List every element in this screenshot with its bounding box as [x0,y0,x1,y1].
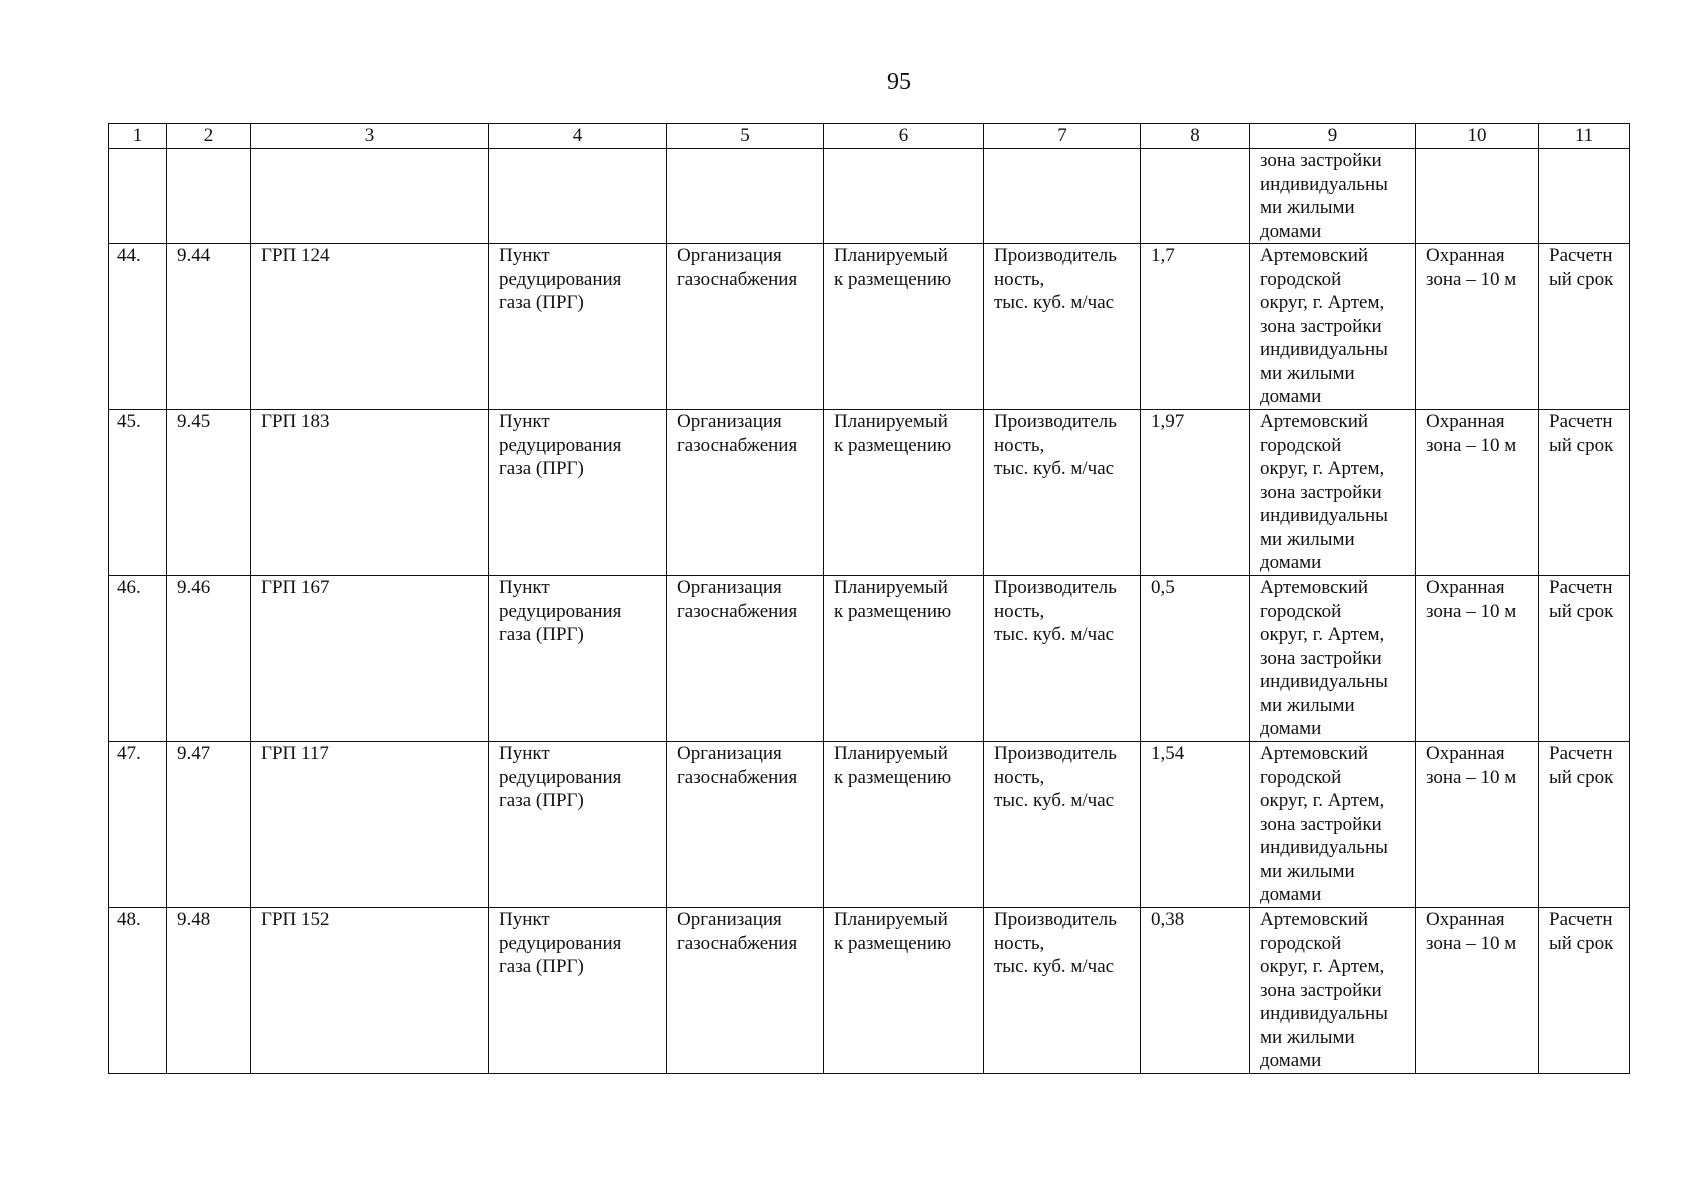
param-line: ность, [994,932,1045,954]
cell-location [1250,410,1416,576]
cell-status [824,908,984,1074]
location-line: домами [1260,386,1322,407]
cell-org [667,149,824,244]
cell-location [1250,742,1416,908]
location-line: округ, г. Артем, [1260,956,1385,977]
term-line: Расчетн [1549,577,1613,598]
org-line: газоснабжения [677,434,798,456]
cell-param [984,244,1141,410]
cell-status [824,576,984,742]
location-line: городской [1260,932,1342,954]
cell-status [824,244,984,410]
cell-type [489,149,667,244]
location-line: зона застройки [1260,979,1382,1001]
term-line: ый срок [1549,268,1614,290]
cell-org [667,410,824,576]
cell-term [1539,576,1630,742]
term-line: Расчетн [1549,411,1613,432]
type-line: редуцирования [499,268,622,290]
column-header-7: 7 [984,124,1141,149]
org-line: Организация [677,245,782,266]
table-row [109,742,1630,908]
status-line: к размещению [834,268,952,290]
org-line: газоснабжения [677,766,798,788]
cell-value: 1,97 [1141,410,1250,576]
term-line: ый срок [1549,766,1614,788]
param-line: ность, [994,268,1045,290]
cell-term [1539,908,1630,1074]
location-line: индивидуальны [1260,671,1388,692]
location-line: округ, г. Артем, [1260,292,1385,313]
location-line: округ, г. Артем, [1260,624,1385,645]
param-line: Производитель [994,411,1117,432]
cell-num: 44. [109,244,167,410]
param-line: тыс. куб. м/час [994,458,1115,479]
org-line: Организация [677,743,782,764]
location-line: домами [1260,1050,1322,1071]
cell-location [1250,908,1416,1074]
column-header-4: 4 [489,124,667,149]
cell-param [984,742,1141,908]
cell-type [489,244,667,410]
column-header-1: 1 [109,124,167,149]
cell-term [1539,410,1630,576]
cell-value [1141,149,1250,244]
location-line: домами [1260,220,1322,242]
param-line: ность, [994,434,1045,456]
org-line: газоснабжения [677,600,798,622]
type-line: Пункт [499,411,550,432]
location-line: округ, г. Артем, [1260,458,1385,479]
cell-name: ГРП 167 [251,576,489,742]
cell-org [667,908,824,1074]
param-line: Производитель [994,743,1117,764]
term-line: ый срок [1549,932,1614,954]
org-line: газоснабжения [677,932,798,954]
cell-num: 47. [109,742,167,908]
cell-location [1250,576,1416,742]
zone-line: зона – 10 м [1426,434,1517,456]
param-line: тыс. куб. м/час [994,624,1115,645]
type-line: редуцирования [499,600,622,622]
register-table [108,123,1630,1074]
location-line: индивидуальны [1260,505,1388,526]
cell-zone [1416,908,1539,1074]
column-header-10: 10 [1416,124,1539,149]
cell-num: 46. [109,576,167,742]
cell-type [489,410,667,576]
column-header-8: 8 [1141,124,1250,149]
zone-line: Охранная [1426,577,1505,598]
column-header-5: 5 [667,124,824,149]
type-line: Пункт [499,743,550,764]
location-line: домами [1260,552,1322,573]
status-line: Планируемый [834,577,948,598]
location-line: городской [1260,268,1342,290]
cell-zone [1416,576,1539,742]
param-line: тыс. куб. м/час [994,292,1115,313]
zone-line: зона – 10 м [1426,766,1517,788]
location-line: ми жилыми [1260,860,1355,882]
org-line: Организация [677,577,782,598]
table-row [109,908,1630,1074]
type-line: редуцирования [499,766,622,788]
location-line: индивидуальны [1260,837,1388,858]
cell-term [1539,244,1630,410]
param-line: Производитель [994,245,1117,266]
cell-value: 0,38 [1141,908,1250,1074]
cell-code [167,149,251,244]
cell-num: 48. [109,908,167,1074]
type-line: газа (ПРГ) [499,292,584,313]
continuation-row [109,149,1630,244]
cell-code: 9.45 [167,410,251,576]
cell-value: 0,5 [1141,576,1250,742]
location-line: зона застройки [1260,150,1382,171]
table-body [109,149,1630,1074]
cell-code: 9.46 [167,576,251,742]
type-line: Пункт [499,245,550,266]
location-line: индивидуальны [1260,1003,1388,1024]
cell-param [984,410,1141,576]
type-line: газа (ПРГ) [499,458,584,479]
status-line: Планируемый [834,743,948,764]
location-line: городской [1260,766,1342,788]
cell-status [824,742,984,908]
location-line: Артемовский [1260,743,1369,764]
column-header-3: 3 [251,124,489,149]
org-line: Организация [677,909,782,930]
zone-line: Охранная [1426,245,1505,266]
param-line: тыс. куб. м/час [994,790,1115,811]
param-line: тыс. куб. м/час [994,956,1115,977]
param-line: ность, [994,766,1045,788]
param-line: Производитель [994,577,1117,598]
location-line: ми жилыми [1260,197,1355,218]
cell-name: ГРП 183 [251,410,489,576]
org-line: Организация [677,411,782,432]
term-line: ый срок [1549,600,1614,622]
type-line: газа (ПРГ) [499,790,584,811]
page-number: 95 [887,69,911,95]
param-line: ность, [994,600,1045,622]
cell-num: 45. [109,410,167,576]
cell-name: ГРП 117 [251,742,489,908]
location-line: городской [1260,434,1342,456]
type-line: редуцирования [499,434,622,456]
cell-org [667,742,824,908]
cell-param [984,576,1141,742]
cell-name [251,149,489,244]
status-line: к размещению [834,766,952,788]
location-line: индивидуальны [1260,173,1388,195]
type-line: газа (ПРГ) [499,956,584,977]
table-row [109,244,1630,410]
cell-status [824,410,984,576]
column-header-9: 9 [1250,124,1416,149]
location-line: Артемовский [1260,577,1369,598]
cell-param [984,149,1141,244]
cell-zone [1416,410,1539,576]
cell-code: 9.47 [167,742,251,908]
cell-term [1539,742,1630,908]
location-line: домами [1260,718,1322,739]
cell-org [667,576,824,742]
zone-line: Охранная [1426,411,1505,432]
location-line: Артемовский [1260,909,1369,930]
table-row [109,576,1630,742]
cell-zone [1416,742,1539,908]
location-line: зона застройки [1260,647,1382,669]
term-line: Расчетн [1549,743,1613,764]
cell-location [1250,244,1416,410]
cell-name: ГРП 152 [251,908,489,1074]
header-row [109,124,1630,149]
location-line: зона застройки [1260,813,1382,835]
location-line: Артемовский [1260,245,1369,266]
zone-line: зона – 10 м [1426,268,1517,290]
cell-value: 1,7 [1141,244,1250,410]
location-line: домами [1260,884,1322,905]
term-line: Расчетн [1549,245,1613,266]
location-line: ми жилыми [1260,694,1355,716]
zone-line: зона – 10 м [1426,600,1517,622]
cell-term [1539,149,1630,244]
cell-zone [1416,149,1539,244]
table-row [109,410,1630,576]
cell-type [489,742,667,908]
type-line: Пункт [499,577,550,598]
zone-line: Охранная [1426,743,1505,764]
cell-param [984,908,1141,1074]
cell-name: ГРП 124 [251,244,489,410]
status-line: к размещению [834,600,952,622]
location-line: ми жилыми [1260,1026,1355,1048]
location-line: зона застройки [1260,315,1382,337]
status-line: к размещению [834,932,952,954]
type-line: Пункт [499,909,550,930]
term-line: ый срок [1549,434,1614,456]
cell-status [824,149,984,244]
location-line: ми жилыми [1260,528,1355,550]
cell-num [109,149,167,244]
location-line: Артемовский [1260,411,1369,432]
column-header-6: 6 [824,124,984,149]
column-header-11: 11 [1539,124,1630,149]
column-header-2: 2 [167,124,251,149]
location-line: индивидуальны [1260,339,1388,360]
location-line: ми жилыми [1260,362,1355,384]
org-line: газоснабжения [677,268,798,290]
zone-line: Охранная [1426,909,1505,930]
zone-line: зона – 10 м [1426,932,1517,954]
cell-type [489,576,667,742]
cell-zone [1416,244,1539,410]
cell-org [667,244,824,410]
location-line: зона застройки [1260,481,1382,503]
cell-value: 1,54 [1141,742,1250,908]
cell-code: 9.48 [167,908,251,1074]
location-line: округ, г. Артем, [1260,790,1385,811]
param-line: Производитель [994,909,1117,930]
cell-type [489,908,667,1074]
term-line: Расчетн [1549,909,1613,930]
status-line: Планируемый [834,909,948,930]
type-line: редуцирования [499,932,622,954]
cell-location [1250,149,1416,244]
cell-code: 9.44 [167,244,251,410]
status-line: Планируемый [834,245,948,266]
location-line: городской [1260,600,1342,622]
status-line: Планируемый [834,411,948,432]
type-line: газа (ПРГ) [499,624,584,645]
status-line: к размещению [834,434,952,456]
